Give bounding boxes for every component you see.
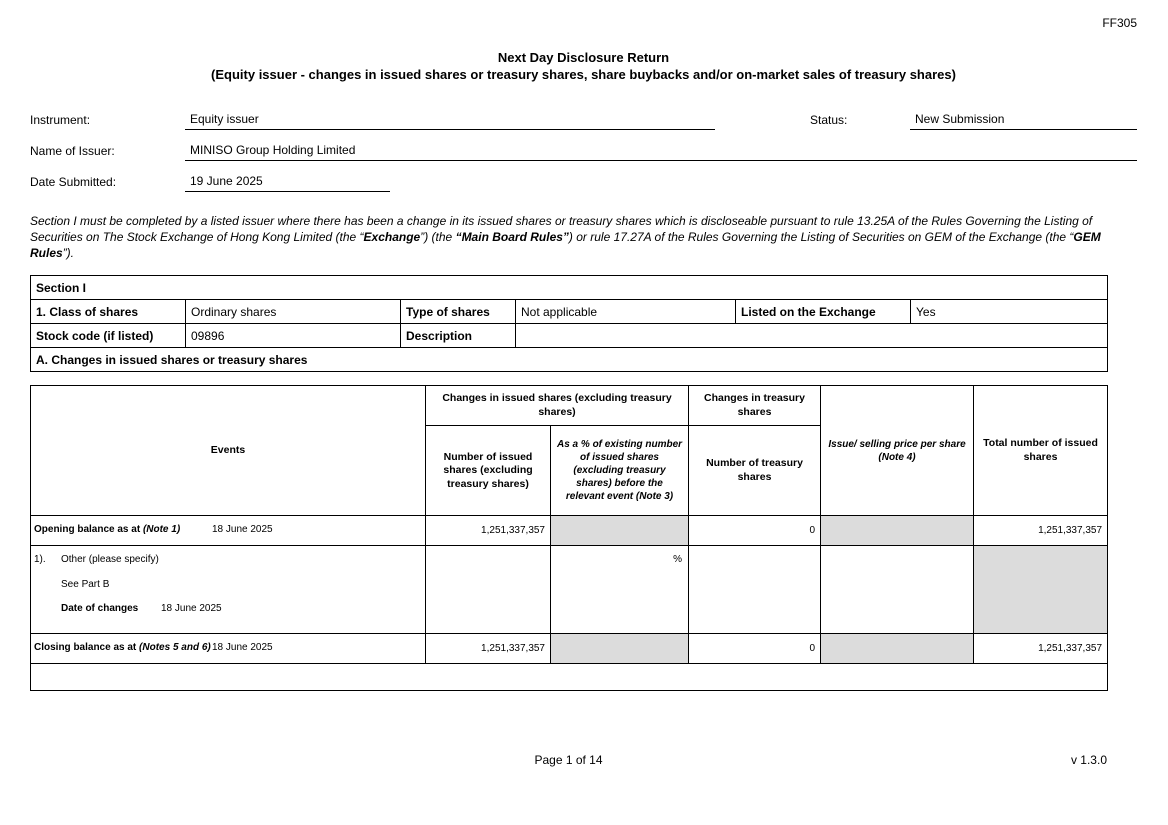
section1-header-row — [31, 276, 1108, 300]
form-code: FF305 — [1102, 16, 1137, 30]
page-footer — [30, 753, 1107, 769]
instrument-value: Equity issuer — [185, 112, 715, 130]
event-row — [31, 546, 1108, 634]
stock-code-label: Stock code (if listed) — [31, 324, 186, 348]
opening-num-issued: 1,251,337,357 — [426, 516, 551, 546]
opening-balance-date: 18 June 2025 — [212, 524, 273, 536]
changes-table — [30, 385, 1108, 691]
header-fields — [30, 108, 1137, 192]
event-price-cell — [821, 546, 974, 634]
event-date-label: Date of changes — [61, 603, 139, 615]
price-column-header: Issue/ selling price per share (Note 4) — [821, 386, 974, 516]
event-date: 18 June 2025 — [161, 603, 222, 615]
page-number: Page 1 of 14 — [534, 753, 603, 768]
class-of-shares-row — [31, 300, 1108, 324]
section1-table — [30, 275, 1108, 372]
opening-percent-cell-shaded — [551, 516, 689, 546]
opening-balance-label-group — [34, 524, 212, 535]
intro-paragraph — [30, 214, 1137, 261]
date-submitted-label: Date Submitted: — [30, 175, 117, 189]
status-value: New Submission — [910, 112, 1137, 130]
opening-price-cell-shaded — [821, 516, 974, 546]
empty-bottom-row — [31, 664, 1108, 691]
opening-balance-row — [31, 516, 1108, 546]
treasury-shares-group-header: Changes in treasury shares — [689, 386, 821, 426]
closing-balance-date: 18 June 2025 — [212, 642, 273, 654]
closing-balance-label-group — [34, 642, 212, 653]
closing-balance-row — [31, 634, 1108, 664]
closing-percent-cell-shaded — [551, 634, 689, 664]
issuer-row — [30, 139, 1137, 161]
event-detail: See Part B — [61, 579, 110, 591]
type-of-shares-label: Type of shares — [401, 300, 516, 324]
intro-seg1: Section I must be completed by a listed issuer where there has been a change in its issued shares or treasury shares which is discloseable pursuant to rule 13.25A of the Rules Governing the Listing of Securities on The Stock Exchange of Hong Kong Limited (the “ — [30, 214, 1093, 244]
intro-seg5: ) or rule 17.27A of the Rules Governing the Listing of Securities on GEM of the Exchange (the “ — [568, 229, 1074, 244]
date-submitted-row — [30, 170, 1137, 192]
class-of-shares-value: Ordinary shares — [186, 300, 401, 324]
section1-header: Section I — [31, 276, 1108, 300]
event-index: 1). — [34, 554, 46, 566]
event-date-line — [61, 603, 422, 614]
total-issued-column-header: Total number of issued shares — [974, 386, 1108, 516]
closing-num-treasury: 0 — [689, 634, 821, 664]
stock-code-value: 09896 — [186, 324, 401, 348]
empty-bottom-cell — [31, 664, 1108, 691]
title-block — [30, 50, 1137, 82]
issued-shares-group-header: Changes in issued shares (excluding treasury shares) — [426, 386, 689, 426]
description-label: Description — [401, 324, 516, 348]
event-total-cell-shaded — [974, 546, 1108, 634]
closing-total: 1,251,337,357 — [974, 634, 1108, 664]
class-of-shares-label: 1. Class of shares — [31, 300, 186, 324]
closing-balance-label: Closing balance as at — [34, 642, 137, 654]
date-submitted-value: 19 June 2025 — [185, 174, 390, 192]
type-of-shares-value: Not applicable — [516, 300, 736, 324]
table-header-row-1 — [31, 386, 1108, 426]
page-title: Next Day Disclosure Return — [497, 50, 670, 65]
intro-seg3: ”) (the — [420, 229, 456, 244]
opening-total: 1,251,337,357 — [974, 516, 1108, 546]
opening-balance-label: Opening balance as at — [34, 524, 141, 536]
part-a-header-row — [31, 348, 1108, 372]
page-subtitle: (Equity issuer - changes in issued shares or treasury shares, share buybacks and/or on-market sales of treasury shares) — [211, 67, 956, 82]
description-value — [516, 324, 1108, 348]
event-percent-cell: % — [551, 546, 689, 634]
percent-column-header: As a % of existing number of issued shares (excluding treasury shares) before the relevant event (Note 3) — [551, 426, 689, 516]
intro-exchange-bold: Exchange — [363, 229, 421, 244]
stock-code-row — [31, 324, 1108, 348]
opening-balance-note: (Note 1) — [142, 524, 181, 536]
number-treasury-column-header: Number of treasury shares — [689, 426, 821, 516]
instrument-label: Instrument: — [30, 113, 91, 127]
instrument-row — [30, 108, 1137, 130]
closing-balance-label-cell — [31, 634, 426, 664]
event-num-issued-cell — [426, 546, 551, 634]
listed-on-exchange-value: Yes — [911, 300, 1108, 324]
intro-main-board-rules-bold: “Main Board Rules” — [455, 229, 569, 244]
opening-num-treasury: 0 — [689, 516, 821, 546]
opening-balance-label-cell — [31, 516, 426, 546]
issuer-label: Name of Issuer: — [30, 144, 115, 158]
issuer-value: MINISO Group Holding Limited — [185, 143, 1137, 161]
events-column-header: Events — [31, 386, 426, 516]
version-label: v 1.3.0 — [1070, 753, 1107, 768]
closing-num-issued: 1,251,337,357 — [426, 634, 551, 664]
closing-balance-note: (Notes 5 and 6) — [139, 642, 211, 654]
event-description-cell — [31, 546, 426, 634]
number-issued-column-header: Number of issued shares (excluding treasury shares) — [426, 426, 551, 516]
event-line-1 — [34, 554, 422, 565]
intro-seg7: ”). — [62, 245, 75, 260]
event-label: Other (please specify) — [61, 554, 159, 566]
status-label: Status: — [810, 113, 848, 127]
intro-gem-rules-bold: GEM Rules — [30, 229, 1101, 260]
listed-on-exchange-label: Listed on the Exchange — [736, 300, 911, 324]
event-num-treasury-cell — [689, 546, 821, 634]
closing-price-cell-shaded — [821, 634, 974, 664]
part-a-header: A. Changes in issued shares or treasury shares — [31, 348, 1108, 372]
